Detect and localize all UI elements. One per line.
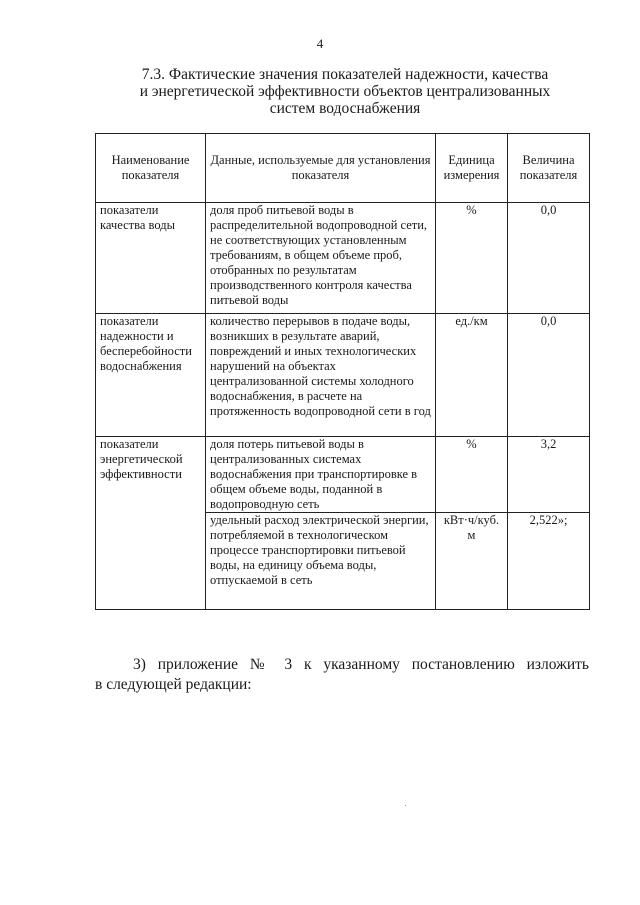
section-title-line-1: 7.3. Фактические значения показателей надежности, качества	[141, 66, 549, 83]
table-row	[96, 203, 590, 314]
data-cell-loss: доля потерь питьевой воды в централизованных системах водоснабжения при транспортировке в общем объеме воды, поданной в водопроводную сеть	[206, 437, 436, 513]
data-cell-reliability: количество перерывов в подаче воды, возникших в результате аварий, повреждений и иных технологических нарушений на объектах централизованной системы холодного водоснабжения, в расчете на протяженность водопроводной сети в год	[206, 314, 436, 437]
scan-speck	[405, 805, 406, 806]
unit-cell-energy: кВт·ч/куб. м	[436, 513, 508, 610]
section-title-line-3: систем водоснабжения	[269, 100, 421, 117]
value-cell-energy: 2,522»;	[508, 513, 590, 610]
header-value: Величина показателя	[508, 134, 590, 203]
unit-cell-quality: %	[436, 203, 508, 314]
value-cell-loss: 3,2	[508, 437, 590, 513]
group-label-energy: показатели энергетической эффективности	[96, 437, 206, 610]
section-title-line-2: и энергетической эффективности объектов централизованных	[139, 83, 551, 100]
table-row	[96, 314, 590, 437]
group-label-reliability: показатели надежности и бесперебойности водоснабжения	[96, 314, 206, 437]
header-name: Наименование показателя	[96, 134, 206, 203]
unit-cell-reliability: ед./км	[436, 314, 508, 437]
group-label-quality: показатели качества воды	[96, 203, 206, 314]
body-paragraph-line-2: в следующей редакции:	[95, 676, 252, 693]
body-paragraph-line-1: 3) приложение № 3 к указанному постановлению изложить	[133, 656, 589, 673]
value-cell-quality: 0,0	[508, 203, 590, 314]
data-cell-quality: доля проб питьевой воды в распределительной водопроводной сети, не соответствующих установленным требованиям, в общем объеме проб, отобранных по результатам производственного контроля качества питьевой воды	[206, 203, 436, 314]
data-cell-energy: удельный расход электрической энергии, потребляемой в технологическом процессе транспортировки питьевой воды, на единицу объема воды, отпускаемой в сеть	[206, 513, 436, 610]
page-number: 4	[316, 36, 324, 51]
section-title	[130, 66, 560, 117]
header-unit: Единица измерения	[436, 134, 508, 203]
table-header-row	[96, 134, 590, 203]
indicators-table	[95, 133, 590, 610]
value-cell-reliability: 0,0	[508, 314, 590, 437]
table-row	[96, 437, 590, 513]
header-data: Данные, используемые для установления показателя	[206, 134, 436, 203]
unit-cell-loss: %	[436, 437, 508, 513]
